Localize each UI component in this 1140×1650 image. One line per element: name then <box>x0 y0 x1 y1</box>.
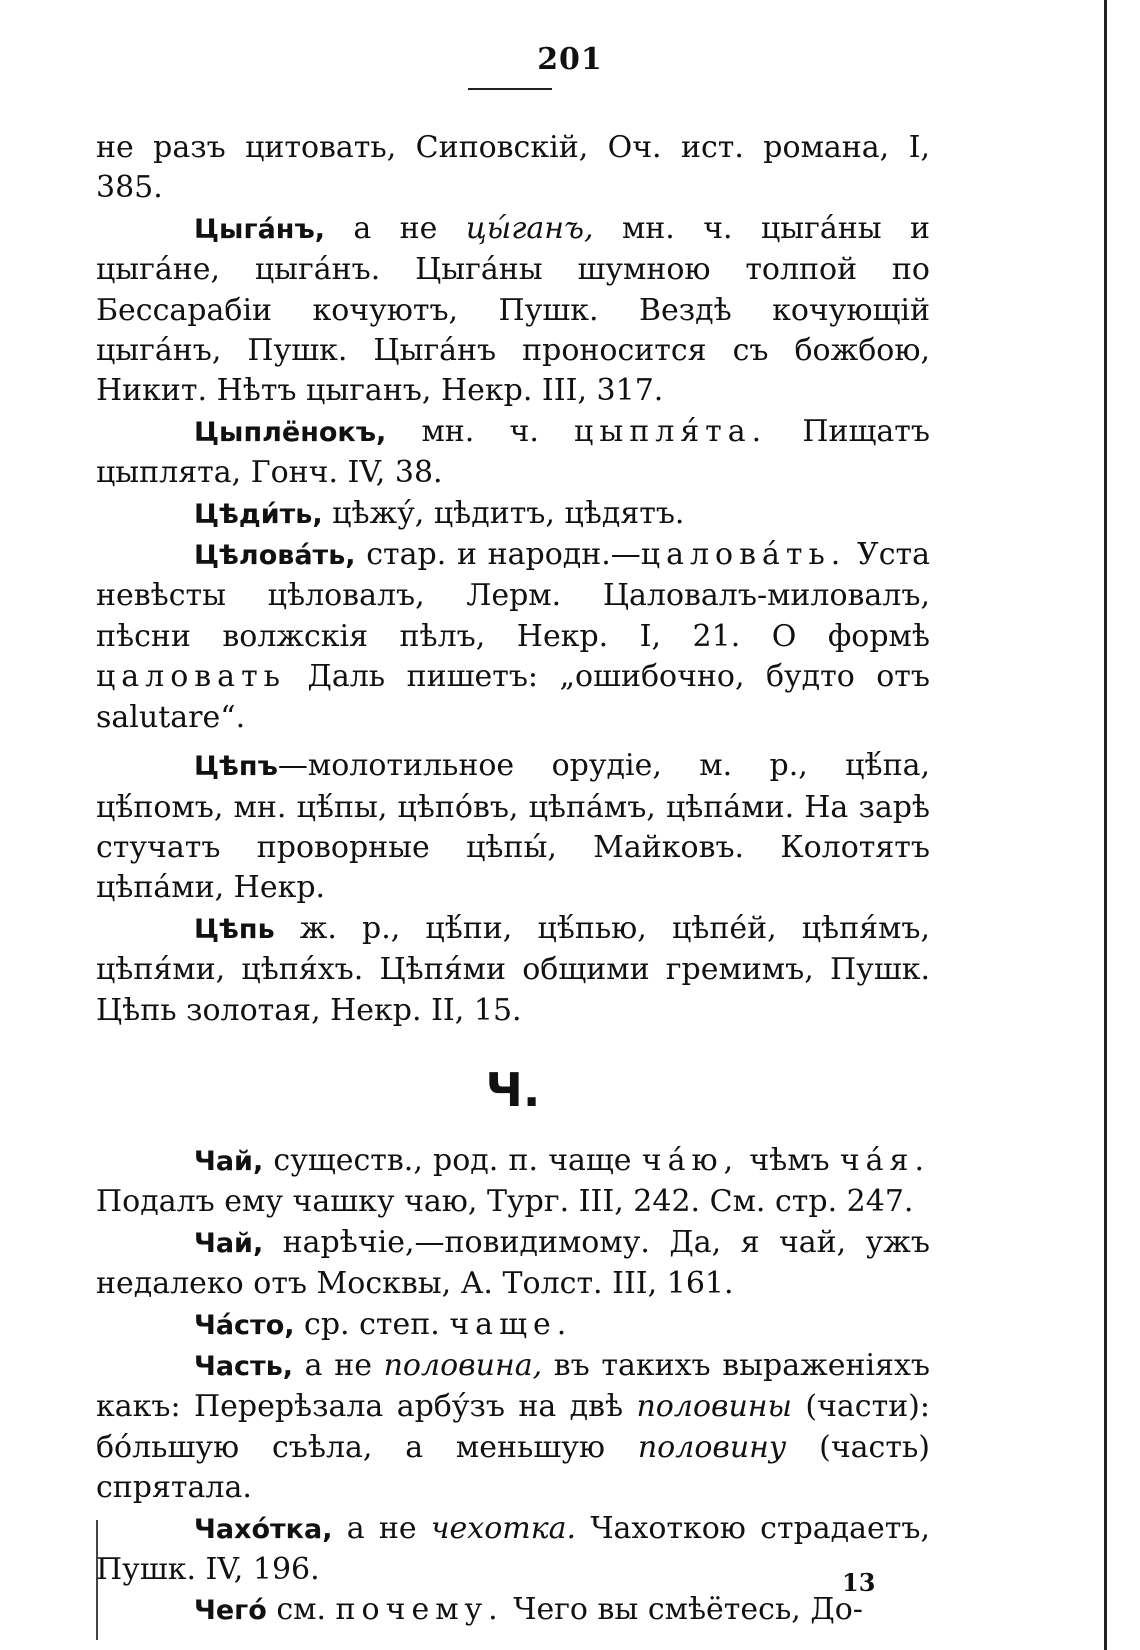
entry-text: —молотильное орудіе, м. р., цѣ́па, цѣ́помъ, мн. цѣ́пы, цѣпо́въ, цѣпа́мъ, цѣпа́ми. На зарѣ стучатъ проворные цѣпы́, Майковъ. Колотятъ цѣпа́ми, Некр. <box>96 748 930 906</box>
entry-chasto <box>96 1305 930 1346</box>
entry-text: стар. и народн.— <box>355 537 641 573</box>
entry-text: мн. ч. цыга́ны и цыга́не, цыга́нъ. Цыга́ны шумною толпой по Бессарабіи кочуютъ, Пушк. Вездѣ кочующій цыга́нъ, Пушк. Цыга́нъ проносится съ божбою, Никит. Нѣтъ цыганъ, Некр. III, 317. <box>96 210 930 409</box>
entry-text: ж. р., цѣ́пи, цѣ́пью, цѣпе́й, цѣпя́мъ, цѣпя́ми, цѣпя́хъ. Цѣпя́ми общими гремимъ, Пушк. Цѣпь золотая, Некр. II, 15. <box>96 910 930 1028</box>
entry-text: нарѣчіе,—повидимому. Да, я чай, ужъ недалеко отъ Москвы, А. Толст. III, 161. <box>96 1224 930 1302</box>
page-number-underline <box>468 88 552 90</box>
headword: Цѣпь <box>194 913 275 945</box>
entry-chego <box>96 1590 930 1631</box>
entry-spaced: ча́ю, <box>641 1142 740 1178</box>
headword: Чего́ <box>194 1595 267 1627</box>
entry-text: Пищатъ цыплята, Гонч. IV, 38. <box>96 413 930 491</box>
entry-text: а не <box>332 1510 431 1546</box>
headword: Цыга́нъ, <box>194 213 325 245</box>
entry-text: Чего вы смѣётесь, До- <box>503 1592 863 1628</box>
entry-text: а не <box>325 210 466 246</box>
entry-chai-noun <box>96 1141 930 1223</box>
entry-tsep-flail <box>96 746 930 909</box>
entry-italic: половина, <box>383 1347 543 1383</box>
entry-tsygan <box>96 209 930 412</box>
entry-text: см. <box>266 1592 336 1628</box>
text-column <box>96 128 930 1632</box>
entry-spaced: ча́я. <box>839 1142 930 1178</box>
page-number: 201 <box>537 42 603 77</box>
entry-text: цѣжу́, цѣдитъ, цѣдятъ. <box>322 495 685 531</box>
entry-text: (части): бо́льшую съѣла, а меньшую <box>96 1389 930 1465</box>
entry-italic: половины <box>636 1389 792 1425</box>
entry-text: Даль пишетъ: „ошибочно, будто отъ salutare“. <box>96 659 930 735</box>
entry-italic: цы́ганъ, <box>465 210 594 246</box>
entry-chast <box>96 1346 930 1509</box>
entry-text: ср. степ. <box>294 1306 450 1342</box>
entry-spaced: почему. <box>335 1592 504 1628</box>
entry-tsyplyonok <box>96 412 930 494</box>
entry-text: а не <box>293 1347 384 1383</box>
entry-text: Чахоткою страдаетъ, Пушк. IV, 196. <box>96 1510 930 1587</box>
entry-chai-adverb <box>96 1223 930 1305</box>
entry-text: въ такихъ выраженіяхъ какъ: Перерѣзала арбу́зъ на двѣ <box>96 1347 930 1425</box>
entry-spaced: цаловать <box>96 659 287 695</box>
entry-spaced: цалова́ть. <box>640 537 847 573</box>
headword: Цѣди́ть, <box>194 498 323 530</box>
entry-italic: чехотка. <box>430 1510 577 1546</box>
entry-text: Подалъ ему чашку чаю, Тург. III, 242. См. стр. 247. <box>96 1184 914 1220</box>
entry-spaced: цыпля́та. <box>574 413 768 449</box>
headword: Чай, <box>194 1145 264 1177</box>
entry-italic: половину <box>637 1429 787 1465</box>
entry-text: Уста невѣсты цѣловалъ, Лерм. Цаловалъ-миловалъ, пѣсни волжскія пѣлъ, Некр. I, 21. О формѣ <box>96 537 931 654</box>
headword: Чахо́тка, <box>194 1513 333 1545</box>
headword: Цѣлова́ть, <box>194 540 356 572</box>
headword: Ча́сто, <box>194 1309 295 1341</box>
continuation-paragraph: не разъ цитовать, Сиповскій, Оч. ист. романа, I, 385. <box>96 130 930 206</box>
entry-text: мн. ч. <box>386 413 575 449</box>
entry-spaced: чаще. <box>449 1306 573 1342</box>
page-edge-rule <box>1104 0 1107 1650</box>
entry-tsep-chain <box>96 909 930 1031</box>
entry-text: (часть) спрятала. <box>96 1429 930 1506</box>
signature-mark: 13 <box>842 1568 876 1597</box>
section-letter-heading: Ч. <box>485 1062 541 1117</box>
entry-chakhotka <box>96 1509 930 1591</box>
headword: Часть, <box>194 1350 294 1382</box>
headword: Цѣпъ <box>194 751 278 783</box>
entry-text: чѣмъ <box>739 1142 840 1178</box>
entry-text: существ., род. п. чаще <box>263 1142 642 1178</box>
entry-tsedit <box>96 494 930 535</box>
headword: Цыплёнокъ, <box>194 416 387 448</box>
headword: Чай, <box>194 1227 264 1259</box>
entry-tselovat <box>96 535 930 738</box>
